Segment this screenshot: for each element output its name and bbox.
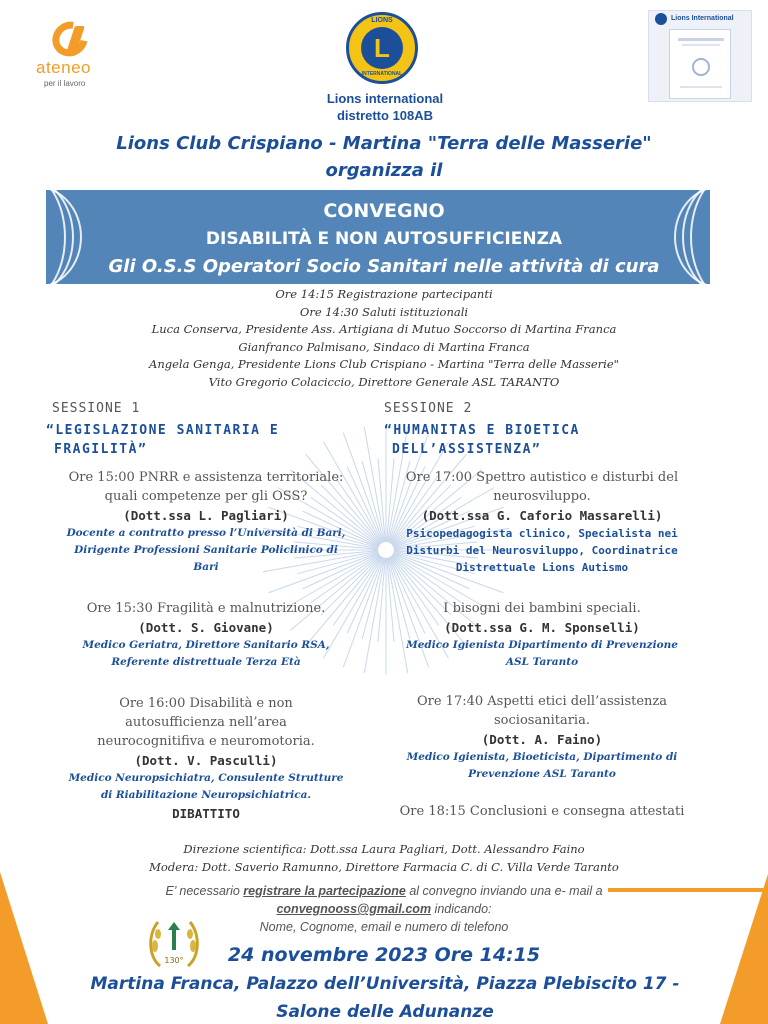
orange-corner-left xyxy=(0,872,48,1024)
registration-post: al convegno inviando una e- mail a xyxy=(405,884,603,898)
registration-line xyxy=(0,882,768,900)
club-title xyxy=(0,130,768,184)
session2-title-line2: DELL’ASSISTENZA” xyxy=(392,442,542,457)
session2-title xyxy=(384,421,580,459)
program-line: Vito Gregorio Colaciccio, Direttore Generale ASL TARANTO xyxy=(208,374,560,389)
program-line: Luca Conserva, Presidente Ass. Artigiana di Mutuo Soccorso di Martina Franca xyxy=(151,322,617,337)
club-line1: Lions Club Crispiano - Martina "Terra delle Masserie" xyxy=(116,133,652,154)
lions-emblem-icon xyxy=(346,12,418,84)
registration-pre: E’ necessario xyxy=(165,884,244,898)
talk-title: Ore 16:00 Disabilità e non xyxy=(119,696,293,711)
session1-label: SESSIONE 1 xyxy=(52,401,141,416)
talk-role: Psicopedagogista clinico, Specialista nei xyxy=(406,527,678,540)
program-line: Gianfranco Palmisano, Sindaco di Martina Franca xyxy=(238,339,530,354)
talk-title: I bisogni dei bambini speciali. xyxy=(443,601,641,616)
lions-emblem-top: LIONS xyxy=(371,17,393,24)
talk-speaker: (Dott.ssa G. Caforio Massarelli) xyxy=(421,508,663,523)
lions-emblem-bottom: INTERNATIONAL xyxy=(361,71,403,77)
program-line: Ore 14:30 Saluti istituzionali xyxy=(299,304,469,319)
talk-role: Medico Igienista Dipartimento di Prevenzione xyxy=(406,639,678,651)
orange-corner-right xyxy=(720,874,768,1024)
ateneo-name: ateneo xyxy=(36,58,91,77)
lions-small-icon xyxy=(655,13,667,25)
certificate-thumbnail xyxy=(648,10,752,102)
lions-title-line1: Lions international xyxy=(326,91,444,106)
event-place-line2: Salone delle Adunanze xyxy=(276,1002,494,1022)
session2-talk-3 xyxy=(372,692,712,783)
registration-fields: Nome, Cognome, email e numero di telefono xyxy=(259,920,509,934)
session1-talk-3 xyxy=(46,694,366,823)
lions-district-title xyxy=(290,90,480,124)
seal-icon xyxy=(692,58,710,76)
club-line2: organizza il xyxy=(325,160,443,181)
session1-talk-1 xyxy=(46,468,366,576)
talk-role: Referente distrettuale Terza Età xyxy=(111,656,301,668)
banner-title: CONVEGNO xyxy=(323,200,445,222)
opening-program xyxy=(0,286,768,392)
event-place xyxy=(80,970,690,1024)
talk-title: Ore 15:30 Fragilità e malnutrizione. xyxy=(86,601,326,616)
talk-title: neurocognitifiva e neuromotoria. xyxy=(97,734,315,749)
session2-title-line1: “HUMANITAS E BIOETICA xyxy=(384,423,580,438)
event-date: 24 novembre 2023 Ore 14:15 xyxy=(227,944,541,966)
talk-title: Ore 17:40 Aspetti etici dell’assistenza xyxy=(416,694,668,709)
talk-speaker: (Dott.ssa G. M. Sponselli) xyxy=(444,620,640,635)
talk-title: neurosviluppo. xyxy=(493,489,591,504)
talk-role: Medico Neuropsichiatra, Consulente Strutture xyxy=(68,772,344,784)
moderator: Modera: Dott. Saverio Ramunno, Direttore Farmacia C. di C. Villa Verde Taranto xyxy=(149,860,619,874)
scientific-direction: Direzione scientifica: Dott.ssa Laura Pagliari, Dott. Alessandro Faino xyxy=(183,842,585,856)
talk-role: Medico Igienista, Bioeticista, Dipartimento di xyxy=(406,751,678,763)
ateneo-subtitle: per il lavoro xyxy=(44,79,86,88)
talk-role: Prevenzione ASL Taranto xyxy=(468,768,616,780)
session2-talk-1 xyxy=(372,468,712,576)
lions-title-line2: distretto 108AB xyxy=(336,108,434,123)
talk-title: autosufficienza nell’area xyxy=(125,715,287,730)
banner-subtitle: DISABILITÀ E NON AUTOSUFFICIENZA xyxy=(205,229,563,249)
session1-talk-2 xyxy=(46,599,366,671)
cert-line xyxy=(682,44,720,46)
cert-line xyxy=(678,38,724,41)
session2-talk-2 xyxy=(372,599,712,671)
event-place-line1: Martina Franca, Palazzo dell’Università, Piazza Plebiscito 17 - xyxy=(90,974,680,994)
organizers-info xyxy=(0,840,768,876)
session1-title xyxy=(46,421,279,459)
program-line: Angela Genga, Presidente Lions Club Crispiano - Martina "Terra delle Masserie" xyxy=(149,357,619,372)
session1-title-line1: “LEGISLAZIONE SANITARIA E xyxy=(46,423,280,438)
talk-role: ASL Taranto xyxy=(505,656,579,668)
registration-email-link[interactable]: convegnooss@gmail.com xyxy=(276,902,432,916)
talk-title: Ore 17:00 Spettro autistico e disturbi del xyxy=(405,470,679,485)
talk-speaker: (Dott. V. Pasculli) xyxy=(134,753,278,768)
cert-line xyxy=(680,86,722,88)
talk-role: Dirigente Professioni Sanitarie Policlinico di xyxy=(74,544,338,556)
session1-closing: DIBATTITO xyxy=(172,806,240,821)
ateneo-logo xyxy=(30,22,114,92)
talk-speaker: (Dott.ssa L. Pagliari) xyxy=(123,508,289,523)
registration-link[interactable]: registrare la partecipazione xyxy=(243,884,406,898)
talk-role: di Riabilitazione Neuropsichiatrica. xyxy=(100,789,312,801)
talk-role: Distrettuale Lions Autismo xyxy=(455,561,629,574)
session2-label: SESSIONE 2 xyxy=(384,401,473,416)
program-line: Ore 14:15 Registrazione partecipanti xyxy=(275,287,493,301)
banner-tagline: Gli O.S.S Operatori Socio Sanitari nelle attività di cura xyxy=(108,256,660,277)
talk-speaker: (Dott. S. Giovane) xyxy=(138,620,274,635)
anniversary-number: 130° xyxy=(164,956,184,965)
session1-title-line2: FRAGILITÀ” xyxy=(54,442,148,457)
talk-role: Disturbi del Neurosviluppo, Coordinatrice xyxy=(406,544,678,557)
talk-role: Docente a contratto presso l’Università di Bari, xyxy=(66,527,346,539)
talk-title: Ore 15:00 PNRR e assistenza territoriale: xyxy=(68,470,344,485)
certificate-paper xyxy=(669,29,731,99)
lions-emblem-letter: L xyxy=(361,27,403,69)
talk-role: Bari xyxy=(193,561,219,573)
talk-speaker: (Dott. A. Faino) xyxy=(481,732,603,747)
certificate-label: Lions International xyxy=(671,15,734,22)
talk-role: Medico Geriatra, Direttore Sanitario RSA, xyxy=(82,639,330,651)
session2-closing: Ore 18:15 Conclusioni e consegna attestati xyxy=(399,804,685,819)
registration-email-post: indicando: xyxy=(431,902,492,916)
registration-info xyxy=(0,882,768,936)
talk-title: sociosanitaria. xyxy=(494,713,590,728)
talk-title: quali competenze per gli OSS? xyxy=(104,489,308,504)
